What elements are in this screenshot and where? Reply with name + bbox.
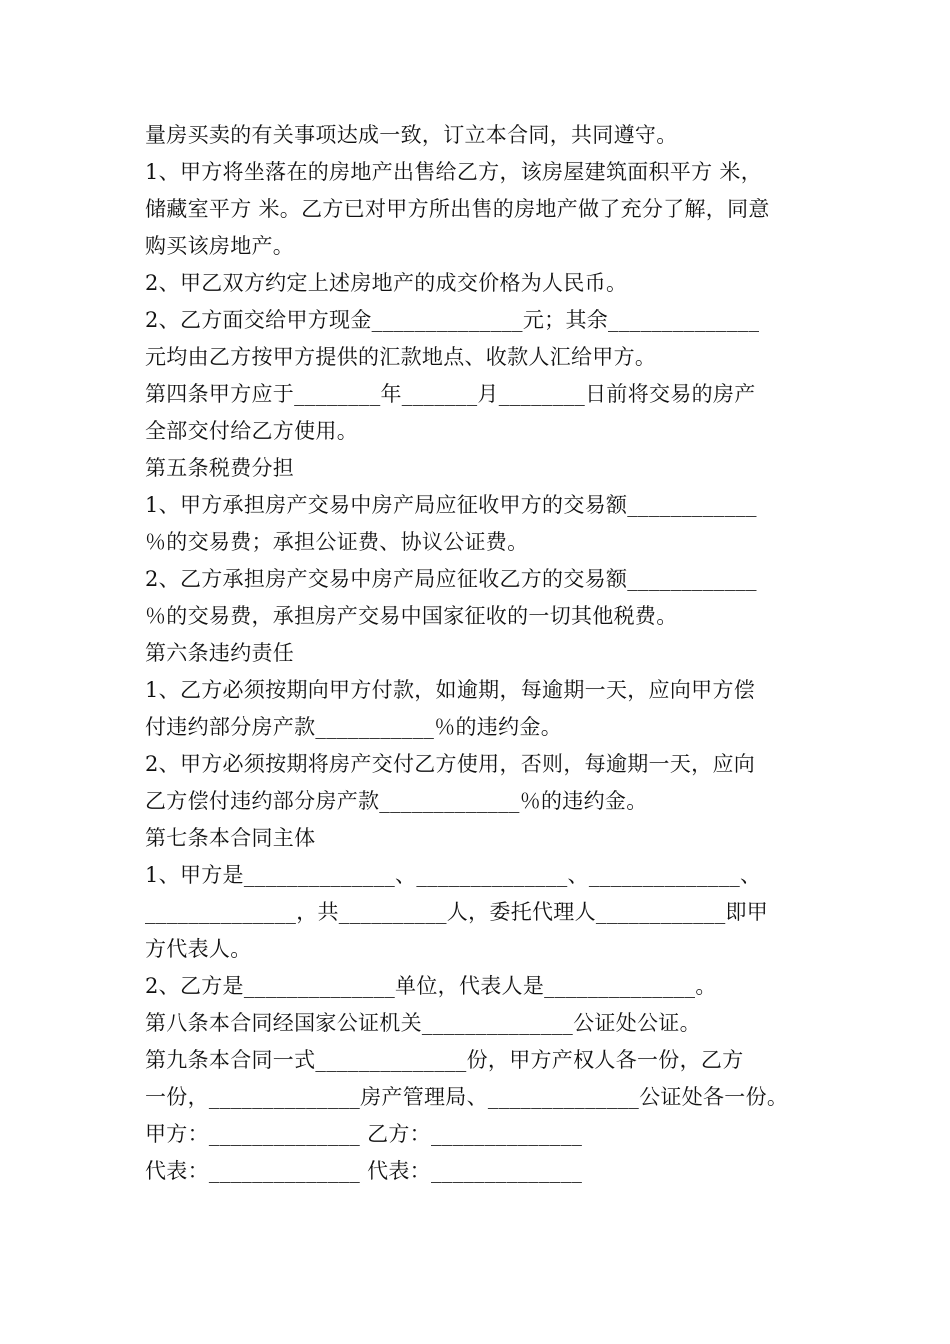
signature-line-party-a-b: 甲方：______________ 乙方：______________ — [145, 1122, 583, 1146]
text-line: 2、甲乙双方约定上述房地产的成交价格为人民币。 — [145, 271, 628, 295]
text-line: 方代表人。 — [145, 937, 252, 961]
text-line: 第八条本合同经国家公证机关______________公证处公证。 — [145, 1011, 701, 1035]
text-line: 1、甲方将坐落在的房地产出售给乙方，该房屋建筑面积平方 米， — [145, 160, 763, 184]
text-line: ______________，共__________人，委托代理人____________即甲 — [145, 900, 769, 924]
text-line: 一份，______________房产管理局、______________公证处各一份。 — [145, 1085, 789, 1109]
text-line: 1、乙方必须按期向甲方付款，如逾期，每逾期一天，应向甲方偿 — [145, 678, 756, 702]
text-line: 全部交付给乙方使用。 — [145, 419, 358, 443]
text-line: 储藏室平方 米。乙方已对甲方所出售的房地产做了充分了解，同意 — [145, 197, 770, 221]
text-line: 付违约部分房产款___________％的违约金。 — [145, 715, 562, 739]
text-line: 2、乙方面交给甲方现金______________元；其余______________ — [145, 308, 760, 332]
text-line: 量房买卖的有关事项达成一致，订立本合同，共同遵守。 — [145, 123, 678, 147]
text-line: ％的交易费；承担公证费、协议公证费。 — [145, 530, 529, 554]
section-heading: 第七条本合同主体 — [145, 826, 316, 850]
text-line: ％的交易费，承担房产交易中国家征收的一切其他税费。 — [145, 604, 678, 628]
text-line: 1、甲方是______________、______________、______________、 — [145, 863, 762, 887]
text-line: 第四条甲方应于________年_______月________日前将交易的房产 — [145, 382, 756, 406]
text-line: 第九条本合同一式______________份，甲方产权人各一份，乙方 — [145, 1048, 744, 1072]
text-line: 购买该房地产。 — [145, 234, 295, 258]
text-line: 2、乙方承担房产交易中房产局应征收乙方的交易额____________ — [145, 567, 757, 591]
text-line: 2、乙方是______________单位，代表人是______________。 — [145, 974, 717, 998]
text-line: 2、甲方必须按期将房产交付乙方使用，否则，每逾期一天，应向 — [145, 752, 756, 776]
text-line: 1、甲方承担房产交易中房产局应征收甲方的交易额____________ — [145, 493, 757, 517]
section-heading: 第六条违约责任 — [145, 641, 295, 665]
text-line: 元均由乙方按甲方提供的汇款地点、收款人汇给甲方。 — [145, 345, 657, 369]
section-heading: 第五条税费分担 — [145, 456, 295, 480]
signature-line-representatives: 代表：______________ 代表：______________ — [145, 1159, 583, 1183]
text-line: 乙方偿付违约部分房产款_____________％的违约金。 — [145, 789, 648, 813]
